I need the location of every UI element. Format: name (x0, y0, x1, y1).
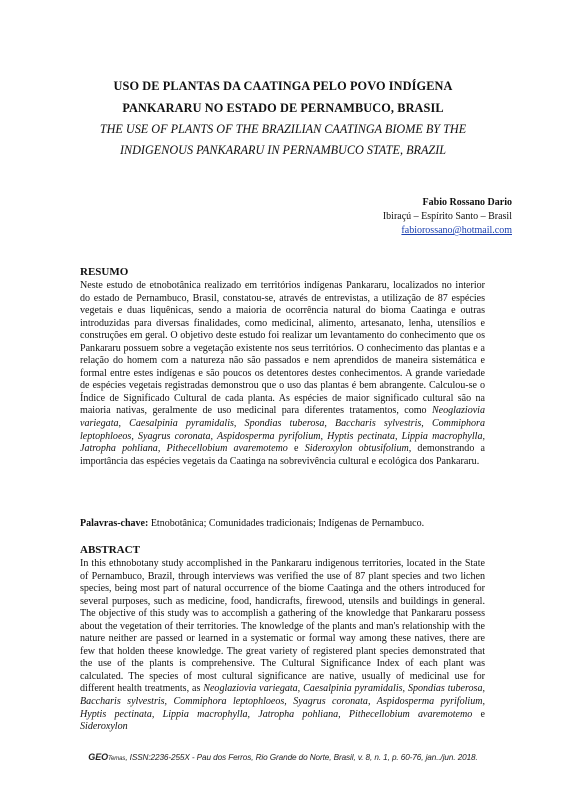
resumo-heading: RESUMO (80, 266, 129, 278)
author-block (383, 196, 512, 238)
keywords-line (80, 518, 485, 531)
journal-logo (88, 752, 125, 762)
resumo-conjunction: e (287, 443, 305, 455)
resumo-body (80, 280, 485, 468)
resumo-text-intro: Neste estudo de etnobotânica realizado em territórios indígenas Pankararu, localizados no interior do estado de Pernambuco, Brasil, constatou-se, através de entrevistas, a utilização de 87 espécies vegetais e duas liquênicas, sendo a maioria de ocorrência natural do bioma Caatinga e outras introduzidas para diversas finalidades, como medicinal, alimento, artesanato, lenha, utensílios e construções em geral. O objetivo deste estudo foi realizar um levantamento do conhecimento que os Pankararu possuem sobre a vegetação existente nos seus territórios. O conhecimento das plantas e a relação do homem com a natureza não são passados e nem aprendidos de maneira sistemática e formal entre estes indígenas e são poucos os detentores destes conhecimentos. A grande variedade de espécies vegetais registradas demonstrou que o uso das plantas é bem abrangente. Calculou-se o Índice de Significado Cultural de cada planta. As espécies de maior significado cultural são na maioria nativas, geralmente de uso medicinal para diferentes tratamentos, como (80, 280, 485, 417)
title-block (60, 75, 506, 161)
journal-footer (0, 752, 566, 762)
abstract-heading: ABSTRACT (80, 544, 140, 556)
abstract-text-intro: In this ethnobotany study accomplished in the Pankararu indigenous territories, located in the State of Pernambuco, Brazil, through interviews was verified the use of 87 plant species and two lichen species, being most part of natural occurrence of the biome Caatinga and the others introduced for several purposes, such as medicine, food, handicrafts, firewood, utensils and buildings in general. The objective of this study was to accomplish a gathering of the knowledge that Pankararu possess about the vegetation of their territories. The knowledge of the plants and man's relationship with the nature neither are passed or learned in a systematic or formal way among these natives, there are few that holden theese knowledge. The great variety of registered plant species demonstrated that the use of the plants is comprehensive. The Cultural Significance Index of each plant was calculated. The species of most cultural significance are native, usually of medicinal use for different health treatments, as (80, 558, 485, 695)
abstract-body (80, 558, 485, 734)
resumo-last-species: Sideroxylon obtusifolium (304, 443, 409, 455)
title-portuguese-line-2: PANKARARU NO ESTADO DE PERNAMBUCO, BRASIL (122, 101, 444, 115)
journal-logo-subtext: Temas (108, 756, 126, 762)
resumo-text-conclusion: , demonstrando a importância das espécies vegetais da Caatinga na sobrevivência cultural e ecológica dos Pankararu. (80, 443, 486, 467)
journal-logo-text: GEO (88, 752, 109, 762)
title-portuguese-line-1: USO DE PLANTAS DA CAATINGA PELO POVO INDÍGENA (113, 79, 453, 93)
title-english-line-1: THE USE OF PLANTS OF THE BRAZILIAN CAATINGA BIOME BY THE (99, 122, 467, 136)
resumo-species-list: Neoglaziovia variegata, Caesalpinia pyramidalis, Spondias tuberosa, Baccharis sylvestris, Commiphora leptophloeos, Syagrus coronata, Aspidosperma pyrifolium, Hyptis pectinata, Lippia macrophylla, Jatropha pohliana, Pithecellobium avaremotemo (80, 405, 485, 455)
title-english-line-2: INDIGENOUS PANKARARU IN PERNAMBUCO STATE, BRAZIL (119, 143, 447, 157)
author-location: Ibiraçú – Espírito Santo – Brasil (382, 211, 512, 222)
abstract-last-species: Sideroxylon (80, 721, 128, 733)
author-email-link[interactable]: fabiorossano@hotmail.com (401, 225, 512, 236)
abstract-conjunction: e (472, 708, 485, 720)
abstract-species-list: Neoglaziovia variegata, Caesalpinia pyramidalis, Spondias tuberosa, Baccharis sylvestris, Commiphora leptophloeos, Syagrus coronata, Aspidosperma pyrifolium, Hyptis pectinata, Lippia macrophylla, Jatropha pohliana, Pithecellobium avaremotemo (80, 683, 485, 720)
journal-citation: , ISSN:2236-255X - Pau dos Ferros, Rio Grande do Norte, Brasil, v. 8, n. 1, p. 60-76, jan../jun. 2018. (125, 753, 478, 762)
keywords-value: Etnobotânica; Comunidades tradicionais; Indígenas de Pernambuco. (148, 518, 425, 529)
keywords-label: Palavras-chave: (80, 518, 149, 529)
author-name: Fabio Rossano Dario (422, 197, 512, 208)
